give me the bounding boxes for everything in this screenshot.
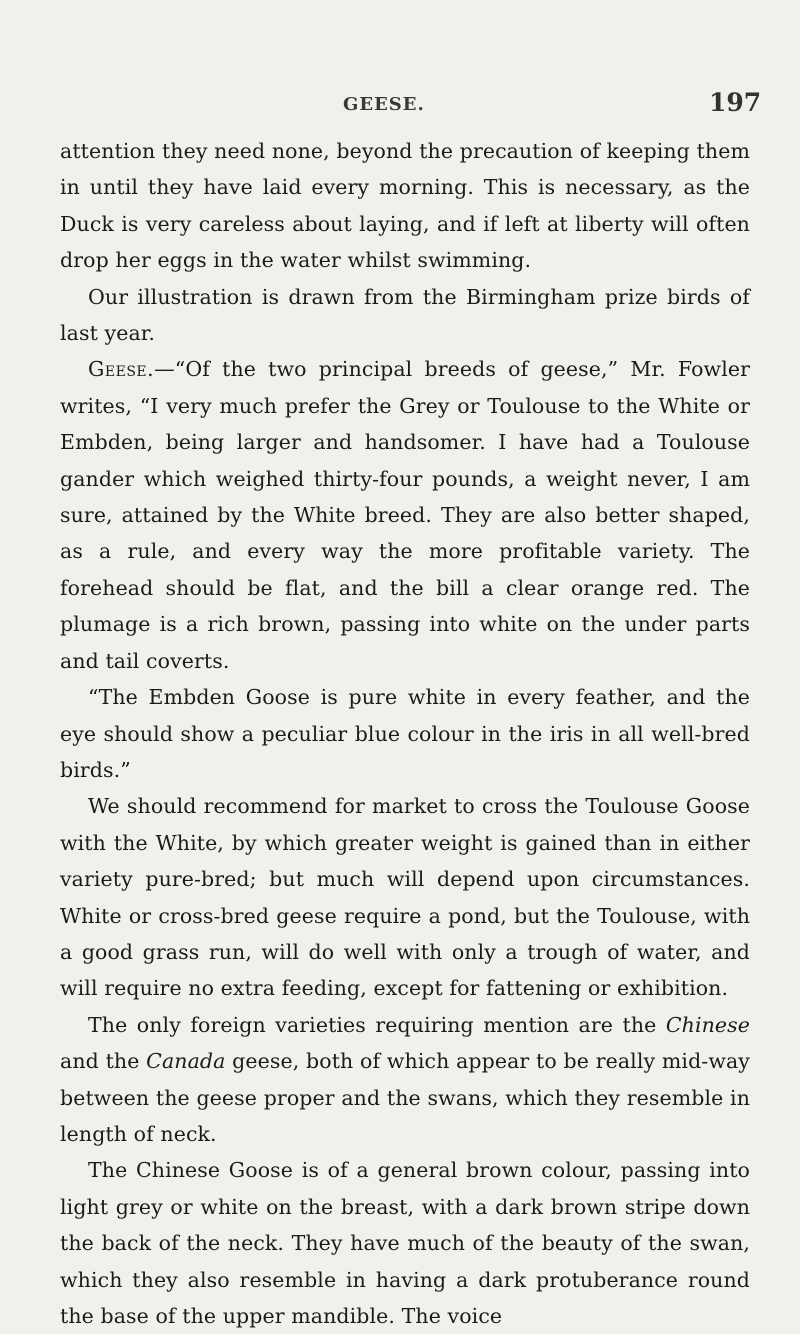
paragraph-6-part-b: and the (60, 1049, 140, 1074)
paragraph-1: attention they need none, beyond the precaution of keeping them in until they have laid every morning. This is necessary, as the Duck is very careless about laying, and if left at liberty will often drop her eggs in the water whilst swimming. (60, 139, 750, 273)
paragraph-2: Our illustration is drawn from the Birmingham prize birds of last year. (60, 284, 750, 346)
paragraph-6-part-c: geese, both of which appear to be really mid-way between the geese proper and the swans, which they resemble in length of neck. (60, 1049, 750, 1146)
paragraph-3 (60, 351, 750, 679)
paragraph-3-text: —“Of the two principal breeds of geese,” Mr. Fowler writes, “I very much prefer the Grey or Toulouse to the White or Embden, being larger and handsomer. I have had a Toulouse gander which weighed thirty-four pounds, a weight never, I am sure, attained by the White breed. They are also better shaped, as a rule, and every way the more profitable variety. The forehead should be flat, and the bill a clear orange red. The plumage is a rich brown, passing into white on the under parts and tail coverts. (60, 357, 750, 673)
section-lead-geese: Geese. (88, 357, 155, 382)
paragraph-4: “The Embden Goose is pure white in every feather, and the eye should show a peculiar blue colour in the iris in all well-bred birds.” (60, 685, 750, 782)
paragraph-7: The Chinese Goose is of a general brown colour, passing into light grey or white on the breast, with a dark brown stripe down the back of the neck. They have much of the beauty of the swan, which they also resemble in having a dark protuberance round the base of the upper mandible. The voice (60, 1158, 750, 1328)
paragraph-6-part-a: The only foreign varieties requiring mention are the (88, 1012, 657, 1037)
running-title: GEESE. (343, 94, 425, 115)
running-head (0, 88, 800, 122)
body-text (60, 133, 750, 1334)
canada-italic: Canada (146, 1049, 226, 1074)
page-number: 197 (709, 88, 762, 117)
paragraph-5: We should recommend for market to cross the Toulouse Goose with the White, by which greater weight is gained than in either variety pure-bred; but much will depend upon circumstances. White or cross-bred geese require a pond, but the Toulouse, with a good grass run, will do well with only a trough of water, and will require no extra feeding, except for fattening or exhibition. (60, 794, 750, 1001)
paragraph-6 (60, 1007, 750, 1153)
chinese-italic: Chinese (665, 1012, 750, 1037)
